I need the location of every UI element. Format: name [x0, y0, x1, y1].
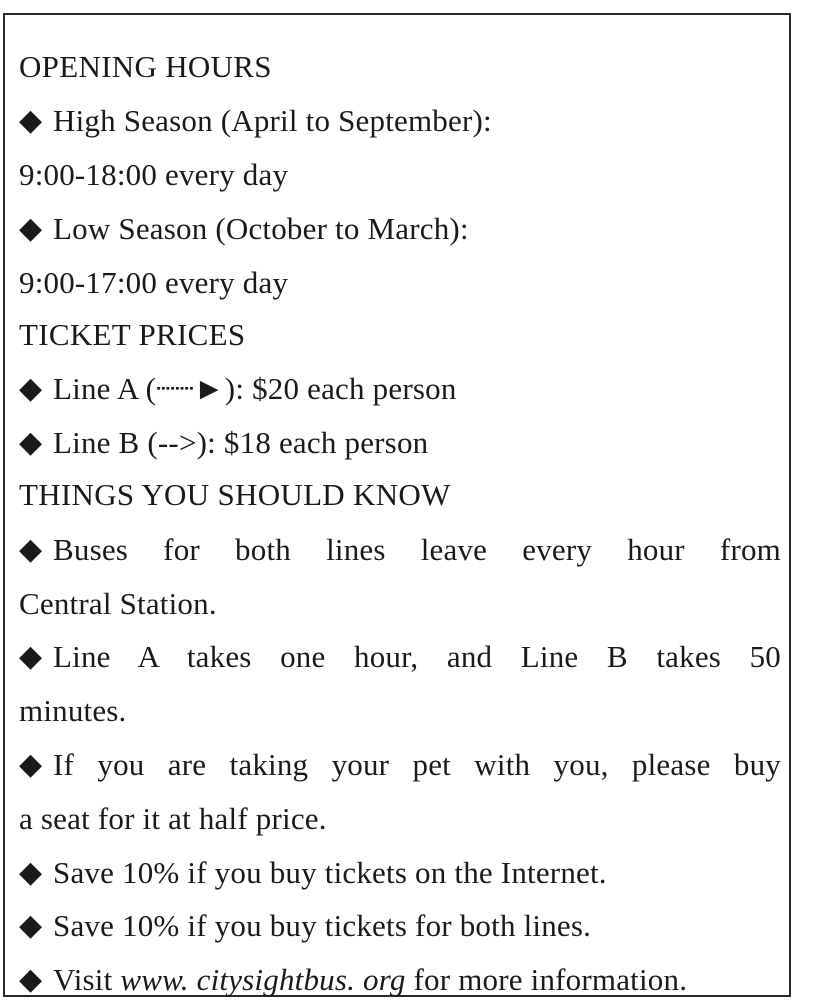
- item2-continuation: minutes.: [19, 693, 127, 728]
- low-season-label-row: [19, 209, 781, 249]
- notice-frame: [3, 13, 791, 997]
- item4-text: Save 10% if you buy tickets on the Internet.: [53, 855, 607, 890]
- item1-text: Buses for both lines leave every hour from: [53, 532, 781, 567]
- item4-row: [19, 853, 781, 893]
- item6-suffix: for more information.: [413, 962, 688, 997]
- diamond-bullet-icon: ◆: [19, 372, 43, 405]
- item5-text: Save 10% if you buy tickets for both lines.: [53, 908, 592, 943]
- item1-row: [19, 530, 781, 570]
- line-b-price: Line B (-->): $18 each person: [53, 425, 429, 460]
- diamond-bullet-icon: ◆: [19, 104, 43, 137]
- item3-continuation: a seat for it at half price.: [19, 801, 327, 836]
- line-a-price: Line A (┈┈►): $20 each person: [53, 371, 457, 406]
- line-b-price-row: [19, 423, 781, 463]
- diamond-bullet-icon: ◆: [19, 963, 43, 996]
- website-url: www. citysightbus. org: [120, 962, 406, 997]
- diamond-bullet-icon: ◆: [19, 212, 43, 245]
- diamond-bullet-icon: ◆: [19, 856, 43, 889]
- diamond-bullet-icon: ◆: [19, 533, 43, 566]
- high-season-label-row: [19, 101, 781, 141]
- high-season-label: High Season (April to September):: [53, 103, 492, 138]
- item6-row: [19, 960, 781, 996]
- low-season-hours: 9:00-17:00 every day: [19, 265, 289, 300]
- diamond-bullet-icon: ◆: [19, 909, 43, 942]
- item2-text: Line A takes one hour, and Line B takes 50: [53, 639, 781, 674]
- high-season-hours: 9:00-18:00 every day: [19, 157, 289, 192]
- item3-text: If you are taking your pet with you, please buy: [53, 747, 781, 782]
- low-season-label: Low Season (October to March):: [53, 211, 469, 246]
- item6-prefix: Visit: [53, 962, 113, 997]
- line-a-price-row: [19, 369, 781, 409]
- opening-hours-heading: OPENING HOURS: [19, 49, 272, 84]
- item3-row: [19, 745, 781, 785]
- diamond-bullet-icon: ◆: [19, 748, 43, 781]
- things-to-know-heading: THINGS YOU SHOULD KNOW: [19, 477, 451, 512]
- item5-row: [19, 906, 781, 946]
- item1-continuation: Central Station.: [19, 586, 217, 621]
- item2-row: [19, 637, 781, 677]
- diamond-bullet-icon: ◆: [19, 640, 43, 673]
- diamond-bullet-icon: ◆: [19, 426, 43, 459]
- ticket-prices-heading: TICKET PRICES: [19, 317, 246, 352]
